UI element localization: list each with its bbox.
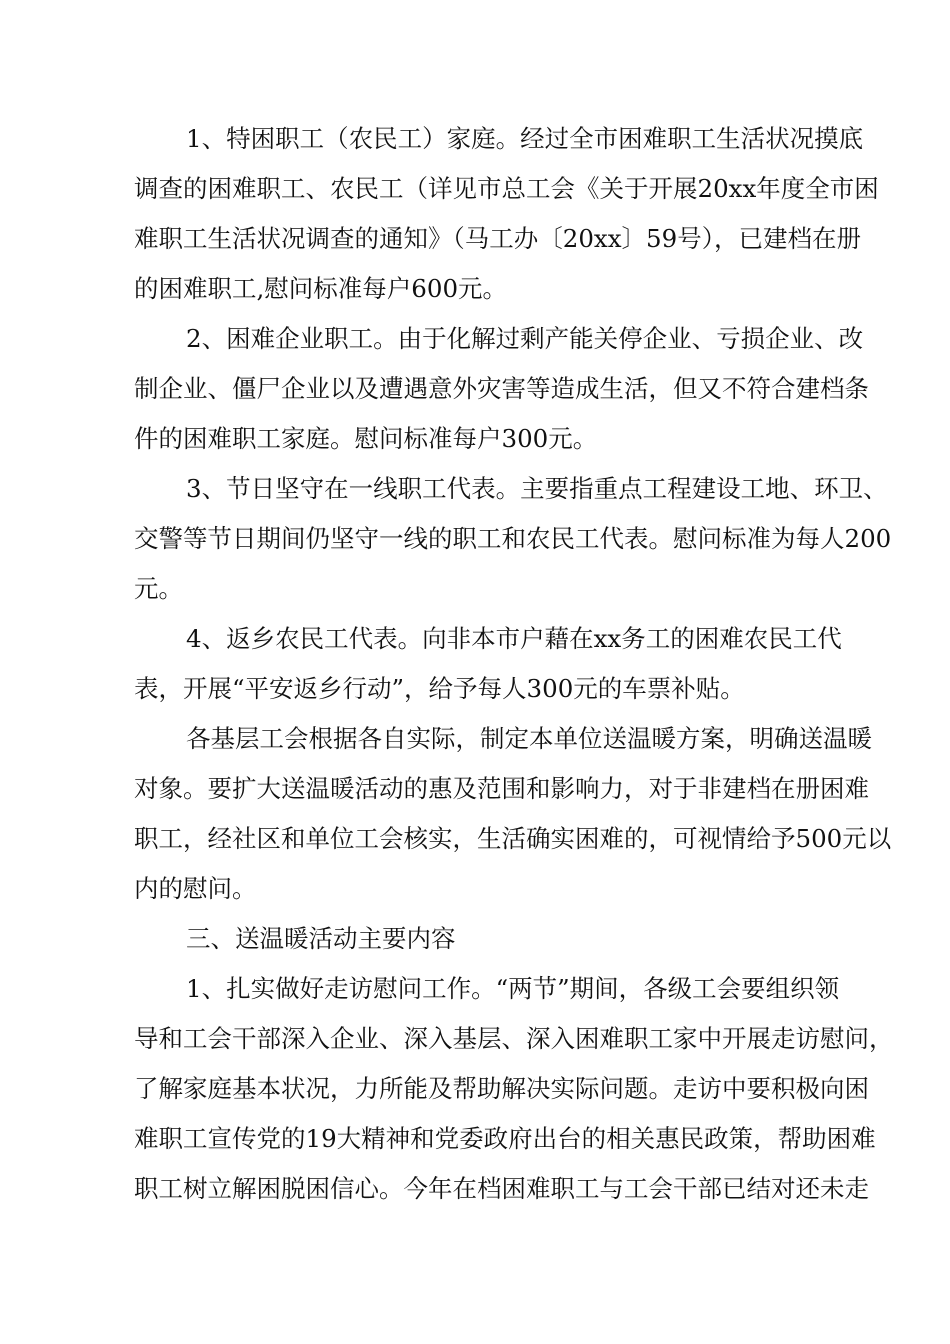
text-line: 难职工宣传党的19大精神和党委政府出台的相关惠民政策，帮助困难 (134, 1124, 876, 1153)
text-line: 制企业、僵尸企业以及遭遇意外灾害等造成生活，但又不符合建档条 (134, 374, 869, 403)
text-line: 表，开展“平安返乡行动”，给予每人300元的车票补贴。 (134, 674, 745, 703)
text-line: 件的困难职工家庭。慰问标准每户300元。 (134, 424, 598, 453)
text-line: 的困难职工,慰问标准每户600元。 (134, 274, 508, 303)
text-line: 了解家庭基本状况，力所能及帮助解决实际问题。走访中要积极向困 (134, 1074, 869, 1103)
text-line: 调查的困难职工、农民工（详见市总工会《关于开展20xx年度全市困 (134, 174, 879, 203)
text-line: 元。 (134, 574, 183, 603)
text-line: 难职工生活状况调查的通知》（马工办〔20xx〕59号），已建档在册 (134, 224, 861, 253)
text-line: 2、困难企业职工。由于化解过剩产能关停企业、亏损企业、改 (186, 324, 864, 353)
text-line: 内的慰问。 (134, 874, 257, 903)
text-line: 3、节日坚守在一线职工代表。主要指重点工程建设工地、环卫、 (186, 474, 888, 503)
text-line: 导和工会干部深入企业、深入基层、深入困难职工家中开展走访慰问， (134, 1024, 894, 1053)
text-line: 1、扎实做好走访慰问工作。“两节”期间，各级工会要组织领 (186, 974, 840, 1003)
text-line: 职工树立解困脱困信心。今年在档困难职工与工会干部已结对还未走 (134, 1174, 869, 1203)
section-heading: 三、送温暖活动主要内容 (186, 924, 456, 953)
text-line: 各基层工会根据各自实际，制定本单位送温暖方案，明确送温暖 (186, 724, 872, 753)
text-line: 4、返乡农民工代表。向非本市户藉在xx务工的困难农民工代 (186, 624, 842, 653)
text-line: 交警等节日期间仍坚守一线的职工和农民工代表。慰问标准为每人200 (134, 524, 892, 553)
text-line: 对象。要扩大送温暖活动的惠及范围和影响力，对于非建档在册困难 (134, 774, 869, 803)
text-line: 职工，经社区和单位工会核实，生活确实困难的，可视情给予500元以 (134, 824, 892, 853)
text-line: 1、特困职工（农民工）家庭。经过全市困难职工生活状况摸底 (186, 124, 864, 153)
